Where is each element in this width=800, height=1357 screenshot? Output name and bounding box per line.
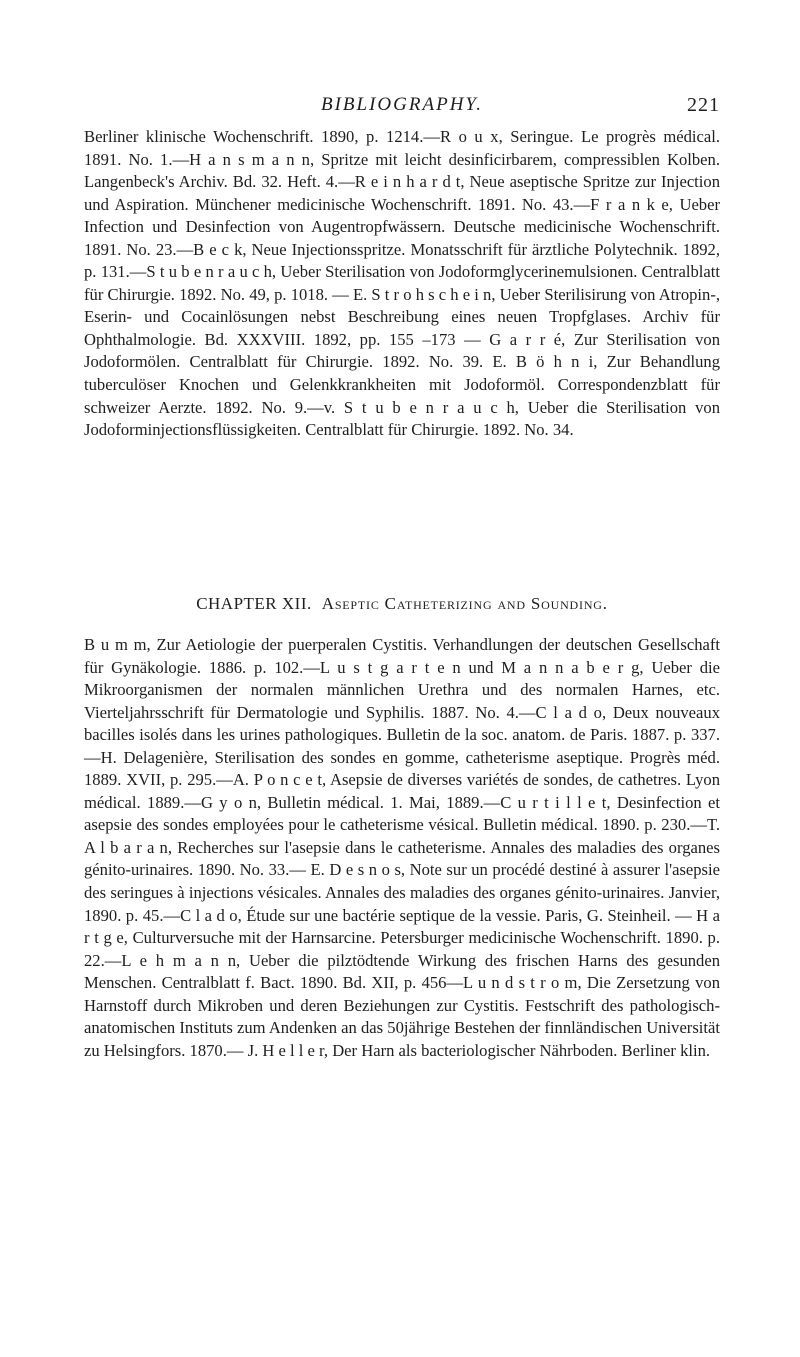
bibliography-paragraph-chapter-xii: B u m m, Zur Aetiologie der puerperalen Cystitis. Verhandlungen der deutschen Gesellschaft für Gynäkologie. 1886. p. 102.—L u s t g a r t e n und M a n n a b e r g, Ueber die Mikroorganismen der normalen männlichen Urethra und des normalen Harnes, etc. Vierteljahrsschrift für Dermatologie und Syphilis. 1887. No. 4.—C l a d o, Deux nouveaux bacilles isolés dans les urines pathologiques. Bulletin de la soc. anatom. de Paris. 1887. p. 337.—H. Delagenière, Sterilisation des sondes en gomme, catheterisme aseptique. Progrès méd. 1889. XVII, p. 295.—A. P o n c e t, Asepsie de diverses variétés de sondes, de cathetres. Lyon médical. 1889.—G y o n, Bulletin médical. 1. Mai, 1889.—C u r t i l l e t, Desinfection et asepsie des sondes employées pour le catheterisme vésical. Bulletin médical. 1890. p. 230.—T. A l b a r a n, Recherches sur l'asepsie dans le catheterisme. Annales des maladies des organes génito-urinaires. 1890. No. 33.— E. D e s n o s, Note sur un procédé destiné à assurer l'asepsie des seringues à injections vésicales. Annales des maladies des organes génito-urinaires. Janvier, 1890. p. 45.—C l a d o, Étude sur une bactérie septique de la vessie. Paris, G. Steinheil. — H a r t g e, Culturversuche mit der Harnsarcine. Petersburger medicinische Wochenschrift. 1890. p. 22.—L e h m a n n, Ueber die pilztödtende Wirkung des frischen Harns des gesunden Menschen. Centralblatt f. Bact. 1890. Bd. XII, p. 456—L u n d s t r o m, Die Zersetzung von Harnstoff durch Mikroben und deren Beziehungen zur Cystitis. Festschrift des pathologisch-anatomischen Instituts zum Andenken an das 50jährige Bestehen der finnländischen Universität zu Helsingfors. 1870.— J. H e l l e r, Der Harn als bacteriologischer Nährboden. Berliner klin. xyxy=(84,635,720,1060)
chapter-heading xyxy=(84,594,720,614)
running-title: BIBLIOGRAPHY. xyxy=(321,94,483,115)
bibliography-paragraph-continued: Berliner klinische Wochenschrift. 1890, p. 1214.—R o u x, Seringue. Le progrès médical. 1891. No. 1.—H a n s m a n n, Spritze mit leicht desinficirbarem, compressiblen Kolben. Langenbeck's Archiv. Bd. 32. Heft. 4.—R e i n h a r d t, Neue aseptische Spritze zur Injection und Aspiration. Münchener medicinische Wochenschrift. 1891. No. 43.—F r a n k e, Ueber Infection und Desinfection von Augentropfwässern. Deutsche medicinische Wochenschrift. 1891. No. 23.—B e c k, Neue Injectionsspritze. Monatsschrift für ärztliche Polytechnik. 1892, p. 131.—S t u b e n r a u c h, Ueber Sterilisation von Jodoformglycerinemulsionen. Centralblatt für Chirurgie. 1892. No. 49, p. 1018. — E. S t r o h s c h e i n, Ueber Sterilisirung von Atropin-, Eserin- und Cocainlösungen nebst Beschreibung eines neuen Tropfglases. Archiv für Ophthalmologie. Bd. XXXVIII. 1892, pp. 155 –173 — G a r r é, Zur Sterilisation von Jodoformölen. Centralblatt für Chirurgie. 1892. No. 39. E. B ö h n i, Zur Behandlung tuberculöser Knochen und Gelenkkrankheiten mit Jodoformöl. Correspondenzblatt für schweizer Aerzte. 1892. No. 9.—v. S t u b e n r a u c h, Ueber die Sterilisation von Jodoforminjectionsflüssigkeiten. Centralblatt für Chirurgie. 1892. No. 34. xyxy=(84,127,720,440)
chapter-number: CHAPTER XII. xyxy=(196,594,312,613)
page-number: 221 xyxy=(687,94,720,116)
chapter-title: Aseptic Catheterizing and Sounding. xyxy=(321,594,608,613)
running-head xyxy=(84,94,720,120)
